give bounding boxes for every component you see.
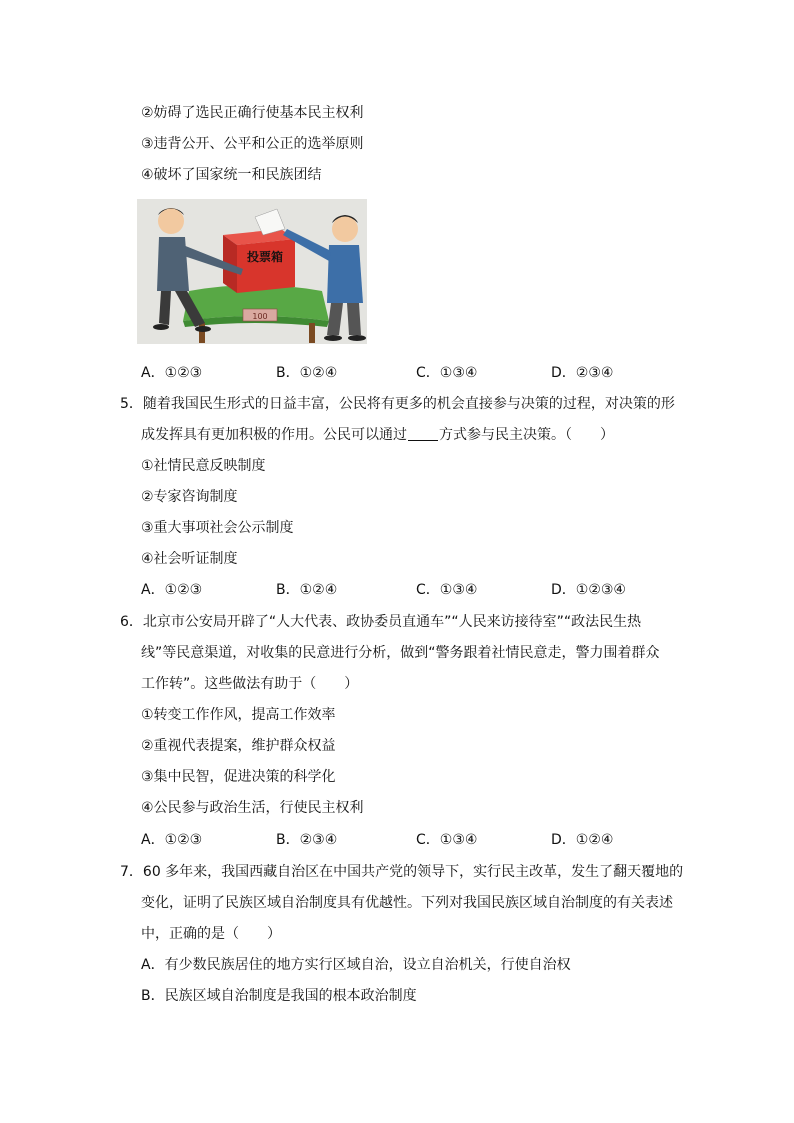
voting-bribery-illustration xyxy=(137,199,367,344)
q5-stem-line-2 xyxy=(141,425,614,445)
q4-item-4: ④破坏了国家统一和民族团结 xyxy=(141,167,322,183)
q5-option-b[interactable]: B．①②④ xyxy=(276,582,338,598)
q6-stem-line-1: 6．北京市公安局开辟了“人大代表、政协委员直通车”“人民来访接待室”“政法民生热 xyxy=(120,614,642,630)
q6-options xyxy=(141,830,701,850)
q5-blank xyxy=(408,426,438,441)
q5-stem-line-1: 5．随着我国民生形式的日益丰富，公民将有更多的机会直接参与决策的过程，对决策的形 xyxy=(120,396,675,412)
q6-option-d[interactable]: D．①②④ xyxy=(551,832,614,848)
ballot-box-label: 投票箱 xyxy=(246,250,284,264)
q6-item-3: ③集中民智，促进决策的科学化 xyxy=(141,769,336,785)
q4-item-3: ③违背公开、公平和公正的选举原则 xyxy=(141,136,364,152)
q7-option-b[interactable]: B．民族区域自治制度是我国的根本政治制度 xyxy=(141,988,417,1004)
q5-item-1: ①社情民意反映制度 xyxy=(141,458,266,474)
q7-stem-line-2: 变化，证明了民族区域自治制度具有优越性。下列对我国民族区域自治制度的有关表述 xyxy=(141,895,673,911)
q5-item-4: ④社会听证制度 xyxy=(141,551,238,567)
q5-stem-after-blank: 方式参与民主决策。（ ） xyxy=(439,427,614,443)
q5-item-3: ③重大事项社会公示制度 xyxy=(141,520,294,536)
q5-option-c[interactable]: C．①③④ xyxy=(416,582,478,598)
q6-item-1: ①转变工作作风，提高工作效率 xyxy=(141,707,336,723)
q5-option-a[interactable]: A．①②③ xyxy=(141,582,203,598)
money-note-label: 100 xyxy=(252,312,268,321)
q6-stem-line-2: 线”等民意渠道，对收集的民意进行分析，做到“警务跟着社情民意走，警力围着群众 xyxy=(141,645,660,661)
q4-option-a[interactable]: A．①②③ xyxy=(141,365,203,381)
q4-option-c[interactable]: C．①③④ xyxy=(416,365,478,381)
q7-stem-line-3: 中，正确的是（ ） xyxy=(141,926,281,942)
q7-option-a[interactable]: A．有少数民族居住的地方实行区域自治，设立自治机关，行使自治权 xyxy=(141,957,571,973)
q4-option-d[interactable]: D．②③④ xyxy=(551,365,614,381)
q4-options xyxy=(141,363,701,383)
q4-option-b[interactable]: B．①②④ xyxy=(276,365,338,381)
q5-options xyxy=(141,580,701,600)
q4-item-2: ②妨碍了选民正确行使基本民主权利 xyxy=(141,105,364,121)
q6-item-4: ④公民参与政治生活，行使民主权利 xyxy=(141,800,364,816)
q6-item-2: ②重视代表提案，维护群众权益 xyxy=(141,738,336,754)
q6-option-c[interactable]: C．①③④ xyxy=(416,832,478,848)
q6-option-a[interactable]: A．①②③ xyxy=(141,832,203,848)
q6-stem-line-3: 工作转”。这些做法有助于（ ） xyxy=(141,676,359,692)
q5-item-2: ②专家咨询制度 xyxy=(141,489,238,505)
q5-option-d[interactable]: D．①②③④ xyxy=(551,582,626,598)
q5-stem-before-blank: 成发挥具有更加积极的作用。公民可以通过 xyxy=(141,427,407,443)
q6-option-b[interactable]: B．②③④ xyxy=(276,832,338,848)
q7-stem-line-1: 7．60 多年来，我国西藏自治区在中国共产党的领导下，实行民主改革，发生了翻天覆地的 xyxy=(120,864,684,880)
